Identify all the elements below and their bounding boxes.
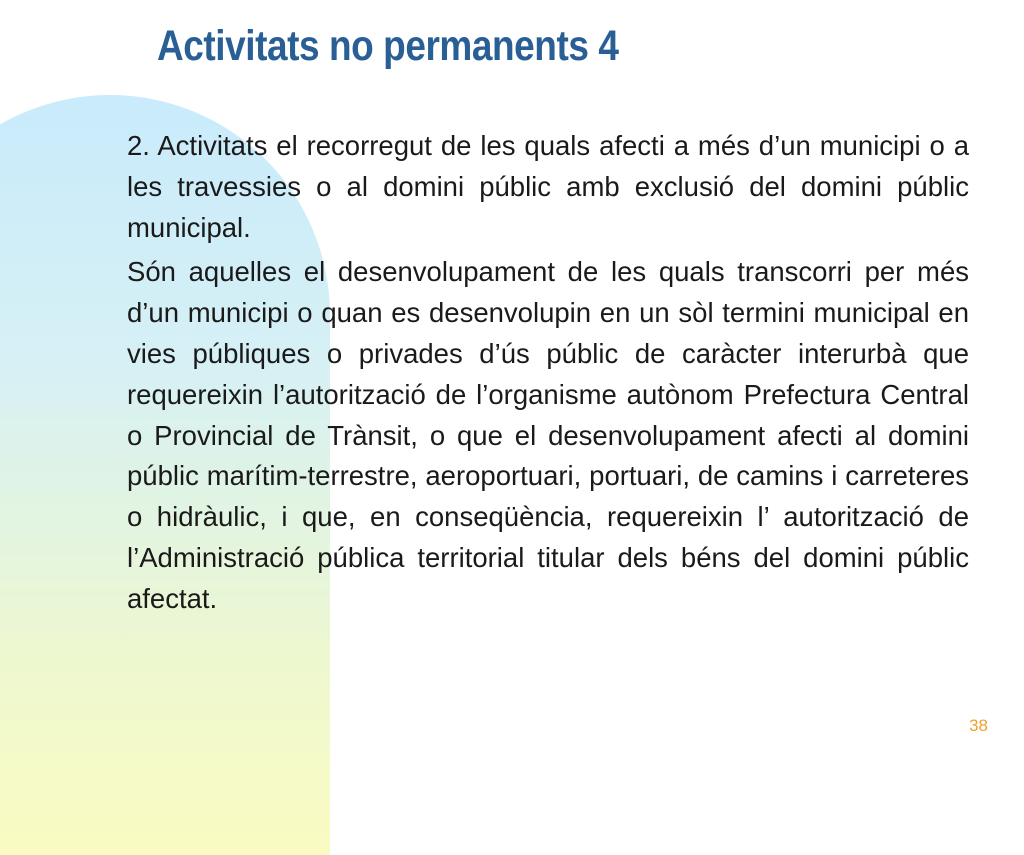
page-number: 38 [969, 716, 988, 735]
paragraph-1: 2. Activitats el recorregut de les quals afecti a més d’un municipi o a les travessies o al domini públic amb exclusió del domini públic municipal. [127, 130, 969, 243]
slide-body [127, 126, 969, 624]
paragraph-2: Són aquelles el desenvolupament de les quals transcorri per més d’un municipi o quan es desenvolupin en un sòl termini municipal en vies públiques o privades d’ús públic de caràcter interurbà que requereixin l’autorització de l’organisme autònom Prefectura Central o Provincial de Trànsit, o que el desenvolupament afecti al domini públic marítim-terrestre, aeroportuari, portuari, de camins i carreteres o hidràulic, i que, en conseqüència, requereixin l’ autorització de l’Administració pública territorial titular dels béns del domini públic afectat. [127, 256, 969, 614]
slide-title: Activitats no permanents 4 [157, 22, 619, 70]
